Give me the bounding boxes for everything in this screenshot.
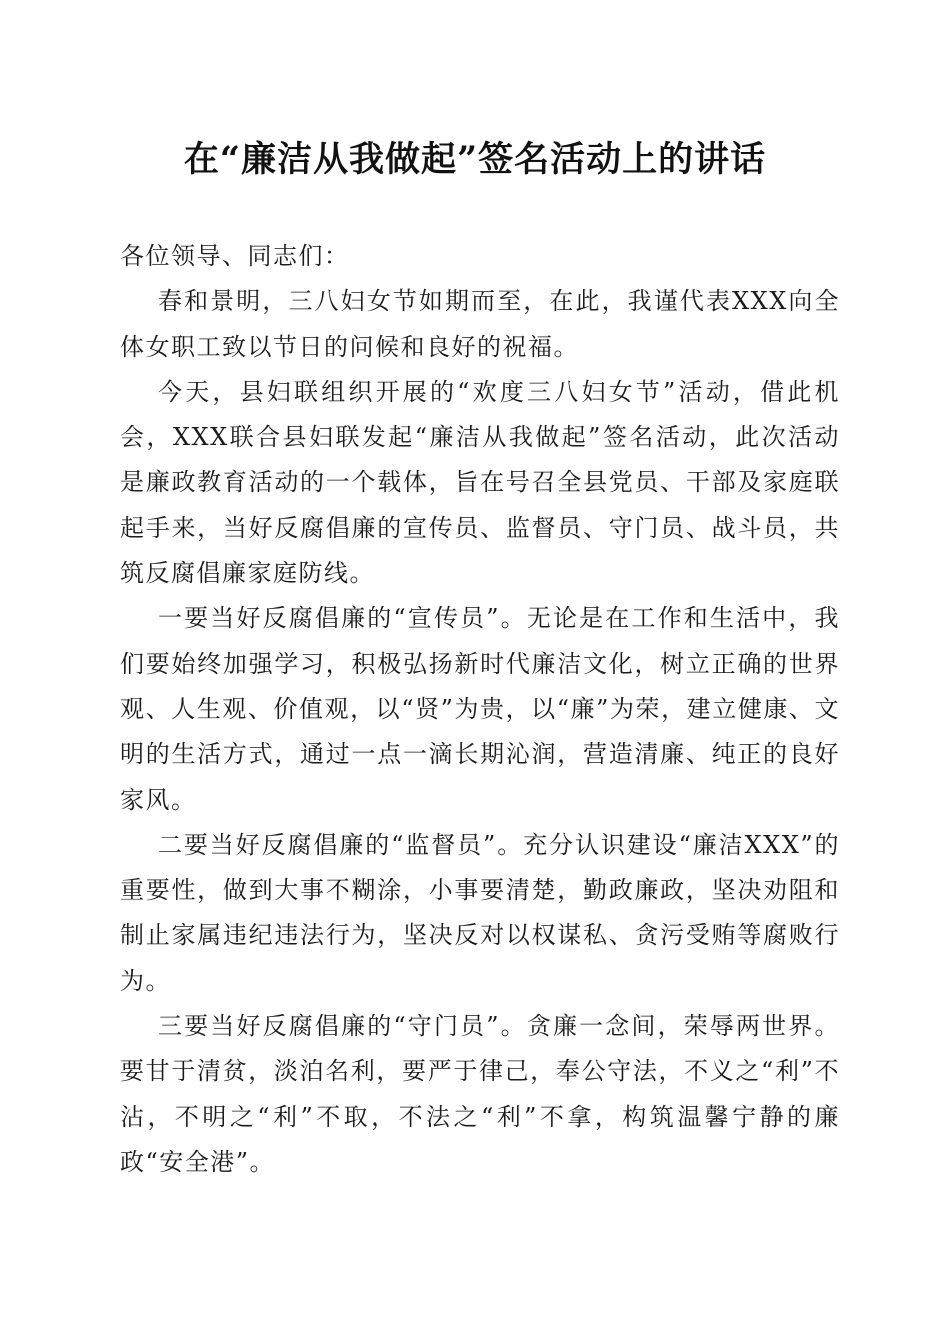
paragraph-greeting: 春和景明，三八妇女节如期而至，在此，我谨代表XXX向全体女职工致以节日的问候和良好的祝福。 xyxy=(120,287,840,361)
paragraph-propagandist: 一要当好反腐倡廉的“宣传员”。无论是在工作和生活中，我们要始终加强学习，积极弘扬新时代廉洁文化，树立正确的世界观、人生观、价值观，以“贤”为贵，以“廉”为荣，建立健康、文明的生活方式，通过一点一滴长期沁润，营造清廉、纯正的良好家风。 xyxy=(120,604,840,814)
paragraph-activity-intro: 今天，县妇联组织开展的“欢度三八妇女节”活动，借此机会，XXX联合县妇联发起“廉洁从我做起”签名活动，此次活动是廉政教育活动的一个载体，旨在号召全县党员、干部及家庭联起手来，当好反腐倡廉的宣传员、监督员、守门员、战斗员，共筑反腐倡廉家庭防线。 xyxy=(120,377,840,588)
paragraph-gatekeeper: 三要当好反腐倡廉的“守门员”。贪廉一念间，荣辱两世界。要甘于清贫，淡泊名利，要严于律己，奉公守法，不义之“利”不沾，不明之“利”不取，不法之“利”不拿，构筑温馨宁静的廉政“安全港”。 xyxy=(120,1012,840,1176)
salutation: 各位领导、同志们： xyxy=(120,242,350,270)
document-body xyxy=(120,234,840,1185)
paragraph-supervisor: 二要当好反腐倡廉的“监督员”。充分认识建设“廉洁XXX”的重要性，做到大事不糊涂，小事要清楚，勤政廉政，坚决劝阻和制止家属违纪违法行为，坚决反对以权谋私、贪污受贿等腐败行为。 xyxy=(120,830,840,995)
document-title: 在“廉洁从我做起”签名活动上的讲话 xyxy=(183,139,767,180)
